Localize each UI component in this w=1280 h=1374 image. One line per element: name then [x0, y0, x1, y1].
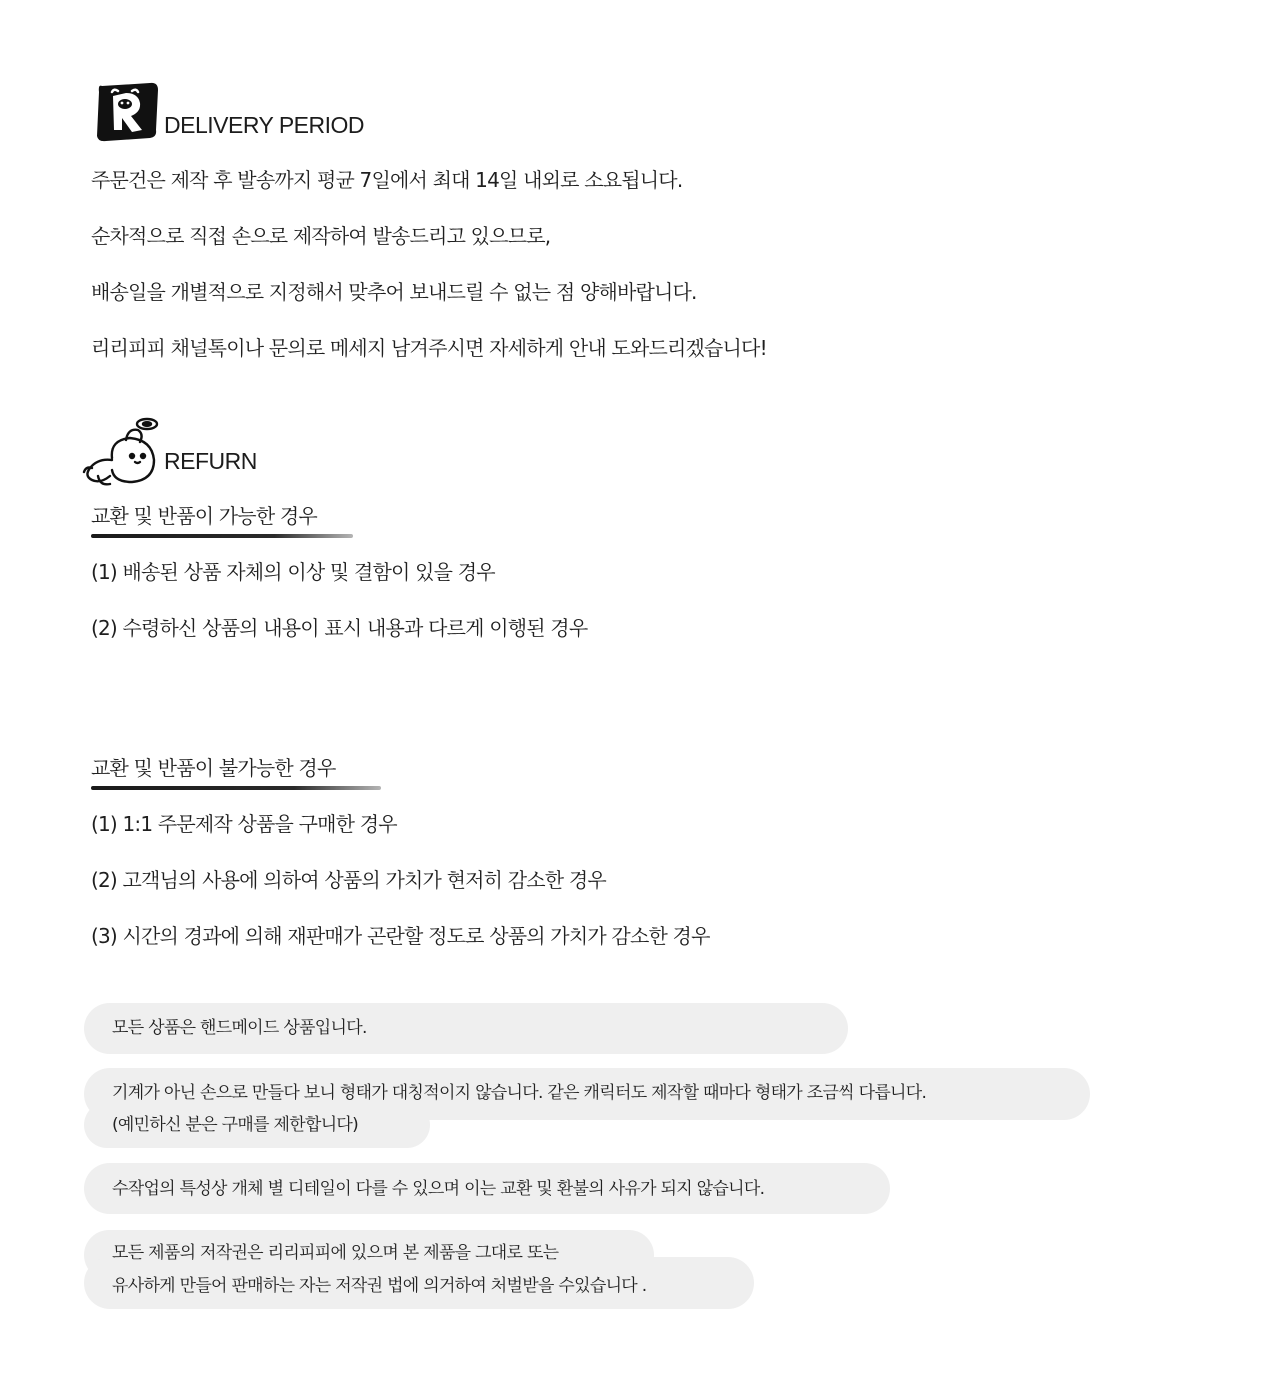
impossible-heading — [91, 754, 381, 794]
impossible-item-1: (1) 1:1 주문제작 상품을 구매한 경우 — [91, 812, 397, 836]
delivery-section — [0, 0, 1280, 380]
delivery-line-3: 배송일을 개별적으로 지정해서 맞추어 보내드릴 수 없는 점 양해바랍니다. — [91, 280, 697, 304]
notice-text: 유사하게 만들어 판매하는 자는 저작권 법에 의거하여 처벌받을 수있습니다 . — [112, 1276, 647, 1296]
notice-text: 모든 제품의 저작권은 리리피피에 있으며 본 제품을 그대로 또는 — [112, 1243, 559, 1263]
notice-text: 기계가 아닌 손으로 만들다 보니 형태가 대칭적이지 않습니다. 같은 캐릭터도 제작할 때마다 형태가 조금씩 다릅니다. — [112, 1083, 927, 1103]
refund-title: REFURN — [164, 448, 257, 474]
refund-section — [0, 400, 1280, 960]
impossible-heading-text: 교환 및 반품이 불가능한 경우 — [91, 756, 336, 780]
delivery-title: DELIVERY PERIOD — [164, 112, 365, 138]
angel-bunny-icon — [80, 414, 162, 490]
delivery-line-1: 주문건은 제작 후 발송까지 평균 7일에서 최대 14일 내외로 소요됩니다. — [91, 168, 683, 192]
r-logo-icon — [94, 80, 160, 144]
delivery-line-2: 순차적으로 직접 손으로 제작하여 발송드리고 있으므로, — [91, 224, 551, 248]
delivery-line-4: 리리피피 채널톡이나 문의로 메세지 남겨주시면 자세하게 안내 도와드리겠습니다! — [91, 336, 767, 360]
notice-text: (예민하신 분은 구매를 제한합니다) — [112, 1115, 359, 1135]
brush-underline — [91, 534, 353, 538]
impossible-item-2: (2) 고객님의 사용에 의하여 상품의 가치가 현저히 감소한 경우 — [91, 868, 606, 892]
impossible-item-3: (3) 시간의 경과에 의해 재판매가 곤란할 정도로 상품의 가치가 감소한 경우 — [91, 924, 710, 948]
possible-heading-text: 교환 및 반품이 가능한 경우 — [91, 504, 317, 528]
notice-text: 수작업의 특성상 개체 별 디테일이 다를 수 있으며 이는 교환 및 환불의 사유가 되지 않습니다. — [112, 1179, 765, 1199]
notice-list — [0, 990, 1280, 1320]
brush-underline — [91, 786, 381, 790]
possible-heading — [91, 502, 353, 542]
notice-text: 모든 상품은 핸드메이드 상품입니다. — [112, 1018, 367, 1038]
possible-item-2: (2) 수령하신 상품의 내용이 표시 내용과 다르게 이행된 경우 — [91, 616, 588, 640]
possible-item-1: (1) 배송된 상품 자체의 이상 및 결함이 있을 경우 — [91, 560, 495, 584]
